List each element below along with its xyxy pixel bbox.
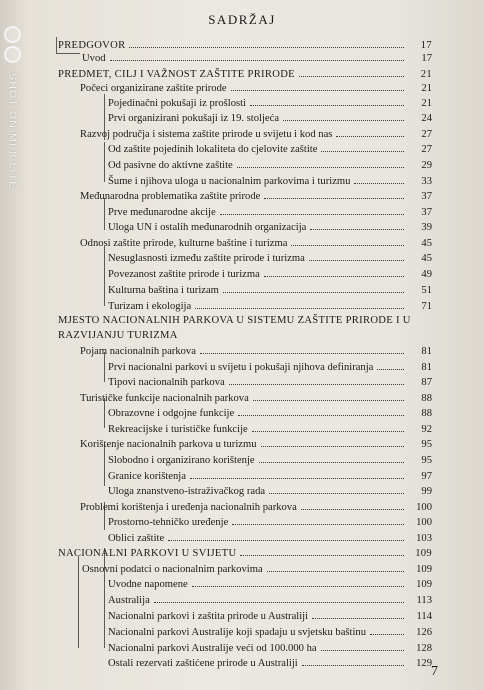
- toc-entry: Turističke funkcije nacionalnih parkova 88: [80, 393, 432, 404]
- toc-entry: Oblici zaštite 103: [108, 533, 432, 544]
- page-title: SADRŽAJ: [208, 12, 276, 27]
- bracket-line: [56, 53, 80, 54]
- bracket-line: [104, 142, 105, 182]
- page-number: 7: [431, 664, 438, 679]
- toc-entry: Povezanost zaštite prirode i turizma 49: [108, 269, 432, 280]
- toc-entry: RAZVIJANJU TURIZMA: [58, 330, 178, 341]
- toc-entry: Šume i njihova uloga u nacionalnim parkovima i turizmu 33: [108, 176, 432, 187]
- bracket-line: [78, 556, 79, 648]
- toc-entry: Korištenje nacionalnih parkova u turizmu 95: [80, 439, 432, 450]
- toc-entry: Kulturna baština i turizam 51: [108, 285, 432, 296]
- camera-watermark: [4, 26, 21, 189]
- toc-entry: Uvod 17: [82, 53, 432, 64]
- toc-entry: Međunarodna problematika zaštite prirode 37: [80, 191, 432, 202]
- toc-entry: Prvi nacionalni parkovi u svijetu i pokušaji njihova definiranja 81: [108, 362, 432, 373]
- toc-entry: Rekreacijske i turističke funkcije 92: [108, 424, 432, 435]
- camera-logo-icon: [4, 26, 21, 63]
- toc-entry: Odnosi zaštite prirode, kulturne baštine i turizma 45: [80, 238, 432, 249]
- toc-entry: Nesuglasnosti između zaštite prirode i turizma 45: [108, 253, 432, 264]
- toc-entry: Turizam i ekologija 71: [108, 301, 432, 312]
- toc-entry: Slobodno i organizirano korištenje 95: [108, 455, 432, 466]
- toc-entry: Od pasivne do aktivne zaštite 29: [108, 160, 432, 171]
- toc-entry: Tipovi nacionalnih parkova 87: [108, 377, 432, 388]
- toc-entry: Razvoj područja i sistema zaštite prirode u svijetu i kod nas 27: [80, 129, 432, 140]
- toc-entry: Uloga UN i ostalih međunarodnih organizacija 39: [108, 222, 432, 233]
- toc-entry: Uloga znanstveno-istraživačkog rada 99: [108, 486, 432, 497]
- toc-entry: Obrazovne i odgojne funkcije 88: [108, 408, 432, 419]
- toc-entry: Prve međunarodne akcije 37: [108, 207, 432, 218]
- toc-entry: Nacionalni parkovi Australije veći od 100.000 ha 128: [108, 643, 432, 654]
- toc-entry: MJESTO NACIONALNIH PARKOVA U SISTEMU ZAŠTITE PRIRODE I U: [58, 315, 411, 326]
- watermark-text: SHOT ON MI 8 LITE: [6, 73, 19, 190]
- bracket-line: [104, 246, 105, 306]
- toc-entry: Počeci organizirane zaštite prirode 21: [80, 83, 432, 94]
- toc-entry: Prostorno-tehničko uređenje 100: [108, 517, 432, 528]
- bracket-line: [56, 37, 57, 53]
- toc-entry: Nacionalni parkovi Australije koji spadaju u svjetsku baštinu 126: [108, 627, 432, 638]
- toc-entry: Uvodne napomene 109: [108, 579, 432, 590]
- toc-entry: Osnovni podatci o nacionalnim parkovima 109: [82, 564, 432, 575]
- toc-entry: Problemi korištenja i uređenja nacionalnih parkova 100: [80, 502, 432, 513]
- toc-entry: PREDGOVOR 17: [58, 40, 432, 51]
- toc-entry: PREDMET, CILJ I VAŽNOST ZAŠTITE PRIRODE 21: [58, 69, 432, 80]
- toc-entry: Prvi organizirani pokušaji iz 19. stoljeća 24: [108, 113, 432, 124]
- toc-entry: Australija 113: [108, 595, 432, 606]
- toc-entry: Pojam nacionalnih parkova 81: [80, 346, 432, 357]
- toc-entry: Granice korištenja 97: [108, 471, 432, 482]
- toc-entry: Od zaštite pojedinih lokaliteta do cjelovite zaštite 27: [108, 144, 432, 155]
- toc-entry: NACIONALNI PARKOVI U SVIJETU 109: [58, 548, 432, 559]
- toc-entry: Nacionalni parkovi i zaštita prirode u Australiji 114: [108, 611, 432, 622]
- toc-entry: Ostali rezervati zaštićene prirode u Australiji 129: [108, 658, 432, 669]
- toc-entry: Pojedinačni pokušaji iz prošlosti 21: [108, 98, 432, 109]
